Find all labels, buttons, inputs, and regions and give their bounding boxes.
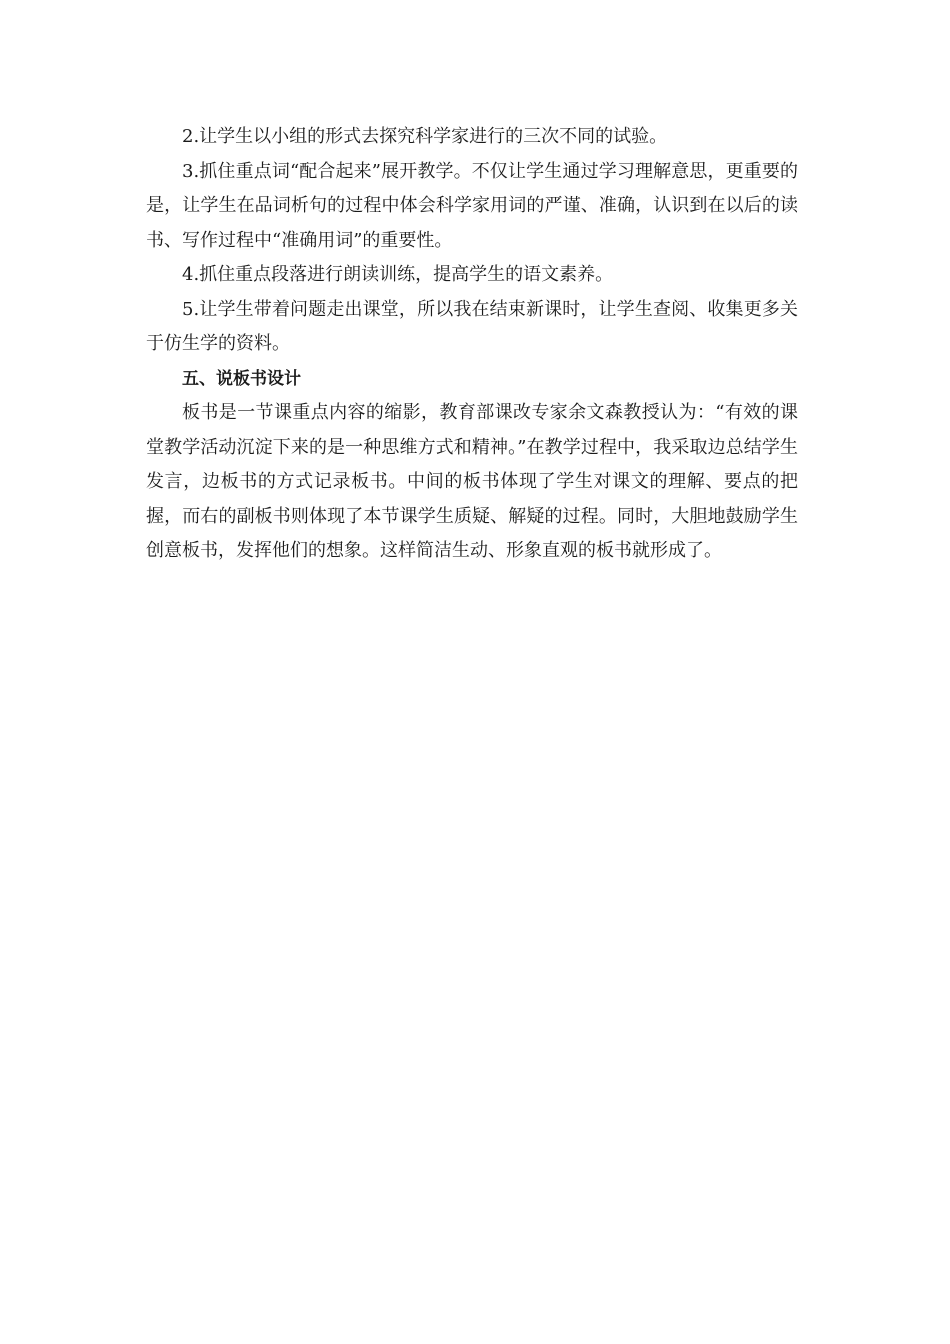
section-body-paragraph: 板书是一节课重点内容的缩影，教育部课改专家余文森教授认为：“有效的课堂教学活动沉淀下来的是一种思维方式和精神。”在教学过程中，我采取边总结学生发言，边板书的方式记录板书。中间的板书体现了学生对课文的理解、要点的把握，而右的副板书则体现了本节课学生质疑、解疑的过程。同时，大胆地鼓励学生创意板书，发挥他们的想象。这样简洁生动、形象直观的板书就形成了。 bbox=[146, 402, 798, 561]
document-body bbox=[146, 120, 798, 569]
paragraph-item-4: 4.抓住重点段落进行朗读训练，提高学生的语文素养。 bbox=[182, 264, 614, 285]
paragraph-item-3: 3.抓住重点词“配合起来”展开教学。不仅让学生通过学习理解意思，更重要的是，让学生在品词析句的过程中体会科学家用词的严谨、准确，认识到在以后的读书、写作过程中“准确用词”的重要性。 bbox=[146, 160, 798, 251]
section-heading: 五、说板书设计 bbox=[182, 368, 301, 389]
paragraph-item-2: 2.让学生以小组的形式去探究科学家进行的三次不同的试验。 bbox=[182, 126, 668, 147]
paragraph-item-5: 5.让学生带着问题走出课堂，所以我在结束新课时，让学生查阅、收集更多关于仿生学的资料。 bbox=[146, 298, 798, 354]
